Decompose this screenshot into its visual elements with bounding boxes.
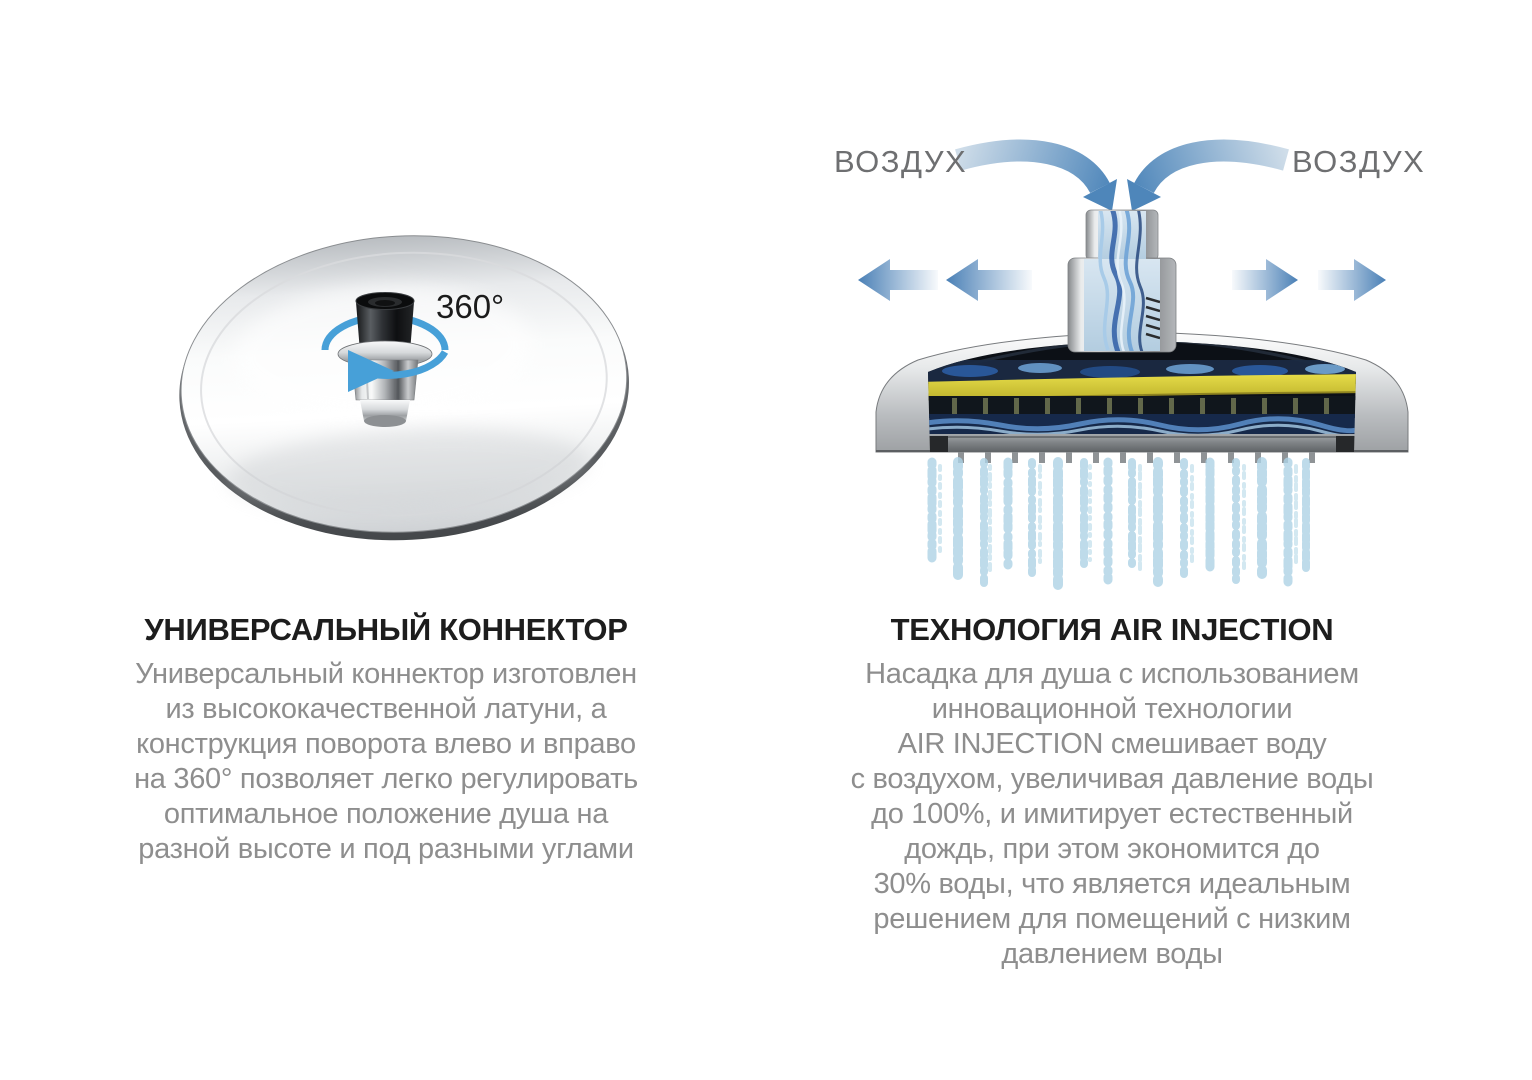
body-line: на 360° позволяет легко регулировать: [134, 763, 638, 795]
body-line: дождь, при этом экономится до: [904, 833, 1320, 865]
right-text-block: [812, 612, 1412, 972]
body-line: давлением воды: [1001, 938, 1223, 970]
body-line: решением для помещений с низким: [873, 903, 1351, 935]
body-line: Насадка для душа с использованием: [865, 658, 1359, 690]
body-line: разной высоте и под разными углами: [138, 833, 634, 865]
right-body: [812, 657, 1412, 972]
left-body: [96, 657, 676, 867]
right-heading: ТЕХНОЛОГИЯ AIR INJECTION: [890, 612, 1334, 647]
left-heading: УНИВЕРСАЛЬНЫЙ КОННЕКТОР: [144, 612, 628, 647]
air-inflow-arrow-left-icon: [958, 151, 1117, 211]
body-line: с воздухом, увеличивая давление воды: [850, 763, 1374, 795]
body-line: до 100%, и имитирует естественный: [871, 798, 1353, 830]
rotation-360-label: 360°: [436, 288, 505, 325]
air-arrows-left-icon: [858, 259, 1032, 301]
body-line: из высококачественной латуни, а: [165, 693, 607, 725]
body-line: 30% воды, что является идеальным: [873, 868, 1351, 900]
water-streams: [932, 462, 1306, 586]
air-label-right: ВОЗДУХ: [1292, 144, 1426, 179]
body-line: конструкция поворота влево и вправо: [136, 728, 636, 760]
air-inflow-arrow-right-icon: [1127, 151, 1286, 211]
air-injection-diagram: [800, 125, 1445, 605]
air-label-left: ВОЗДУХ: [834, 144, 968, 179]
body-line: оптимальное положение душа на: [163, 798, 609, 830]
air-arrows-right-icon: [1232, 259, 1386, 301]
body-line: Универсальный коннектор изготовлен: [135, 658, 637, 690]
body-line: инновационной технологии: [931, 693, 1293, 725]
shower-head-top-illustration: [130, 215, 670, 560]
left-text-block: [96, 612, 676, 867]
water-inlet-pipe: [1068, 208, 1176, 352]
body-line: AIR INJECTION смешивает воду: [897, 728, 1327, 760]
